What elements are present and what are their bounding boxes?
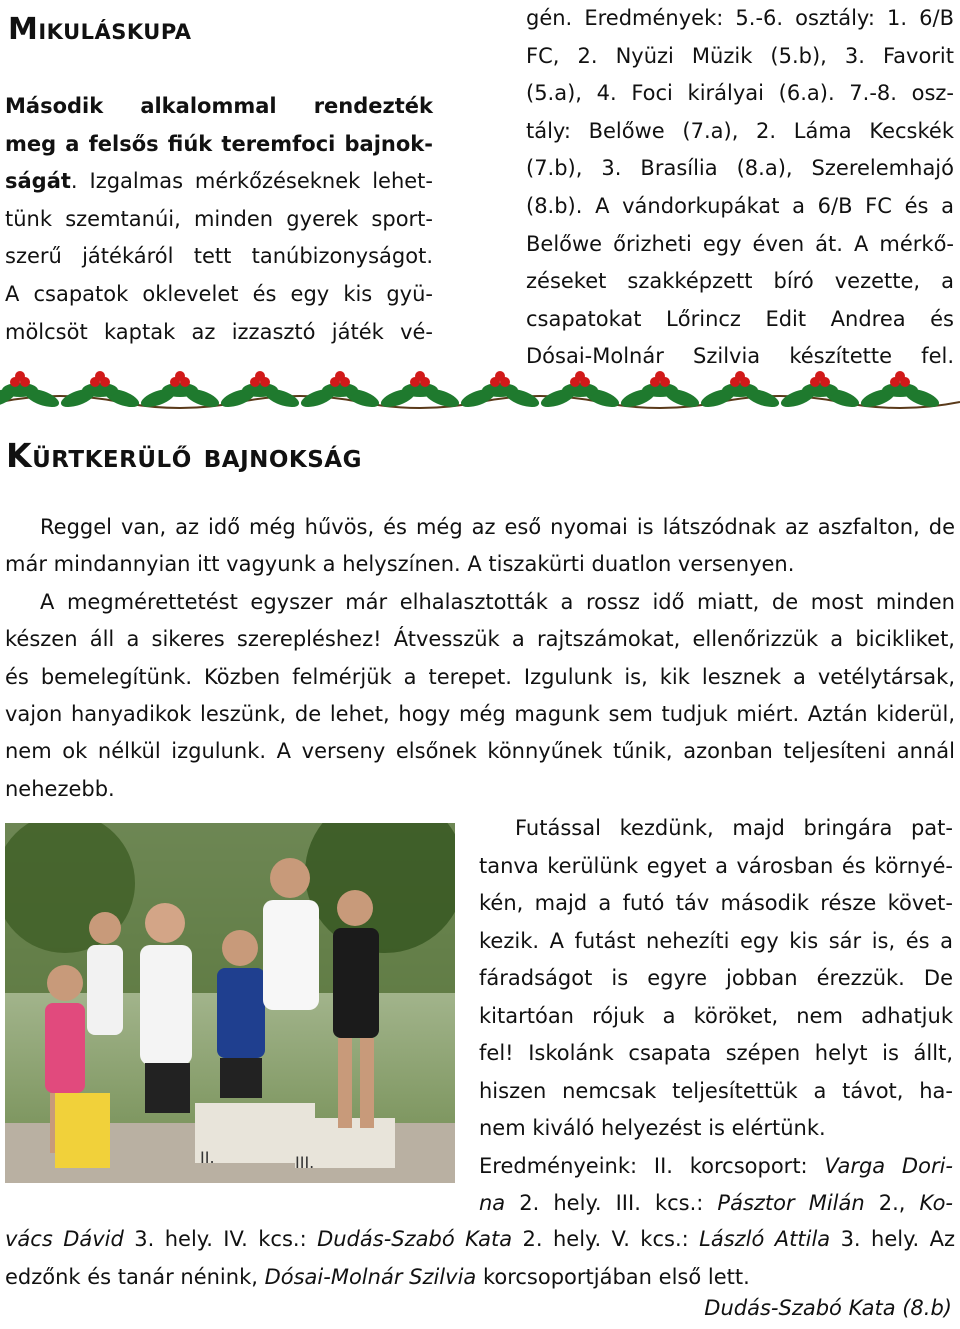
holly-sprig-icon: [379, 371, 462, 411]
text-line: tály: Belőwe (7.a), 2. Láma Kecskék: [526, 118, 954, 143]
article-left-column: [5, 88, 433, 351]
text-line: edzőnk és tanár nénink, Dósai-Molnár Szilvia korcsoportjában első lett.: [5, 1264, 750, 1289]
text-line: Dósai-Molnár Szilvia készítette fel.: [526, 344, 954, 369]
article-intro: [5, 509, 955, 808]
podium-label: III.: [295, 1153, 315, 1172]
holly-sprig-icon: [699, 371, 782, 411]
text-line: Reggel van, az idő még hűvös, és még az eső nyomai is látszódnak az aszfalton, de: [40, 515, 955, 539]
text-line: meg a felsős fiúk teremfoci bajnok-: [5, 131, 433, 156]
text-line: Belőwe őrizheti egy éven át. A mérkő-: [526, 231, 954, 256]
text-line: már mindannyian itt vagyunk a helyszínen. A tiszakürti duatlon versenyen.: [5, 552, 795, 577]
text-line: fáradságot is egyre jobban érezzük. De: [479, 966, 953, 990]
holly-sprig-icon: [459, 371, 542, 411]
person-figure: [87, 912, 123, 1035]
section-title-kurtkerulo: Kürtkerülő bajnokság: [6, 436, 362, 475]
text-line: (5.a), 4. Foci királyai (6.a). 7.-8. osz-: [526, 81, 954, 106]
author-signature: Dudás-Szabó Kata (8.b): [704, 1296, 952, 1320]
text-line: kitartóan rójuk a köröket, nem adhatjuk: [479, 1003, 953, 1028]
article-beside-photo: [479, 810, 953, 1223]
text-line: készen áll a sikeres szerepléshez! Átvesszük a rajtszámokat, ellenőrizzük a bicikliket,: [5, 627, 955, 652]
text-line: tünk szemtanúi, minden gyerek sport-: [5, 206, 433, 231]
holly-sprig-icon: [539, 371, 622, 411]
holly-sprig-icon: [0, 371, 61, 411]
text-line: (7.b), 3. Brasília (8.a), Szerelemhajó: [526, 156, 954, 181]
text-line: nehezebb.: [5, 776, 115, 801]
holly-sprig-icon: [619, 371, 702, 411]
text-line: hiszen nemcsak teljesítettük a távot, ha-: [479, 1078, 953, 1103]
section-title-mikulaskupa: Mikuláskupa: [8, 12, 192, 47]
holly-sprig-icon: [779, 371, 862, 411]
holly-sprig-icon: [859, 371, 942, 411]
text-line: és bemelegítünk. Közben felmérjük a terepet. Izgulunk is, kik lesznek a vetélytársak,: [5, 664, 955, 689]
text-line: gén. Eredmények: 5.-6. osztály: 1. 6/B: [526, 6, 954, 30]
text-line: nem ok nélkül izgulunk. A verseny elsőnek könnyűnek tűnik, azonban teljesíteni annál: [5, 739, 955, 764]
text-line: FC, 2. Nyüzi Müzik (5.b), 3. Favorit: [526, 43, 954, 68]
holly-sprig-icon: [299, 371, 382, 411]
text-line: fel! Iskolánk csapata szépen helyt is állt,: [479, 1041, 953, 1065]
text-line: A csapatok oklevelet és egy kis gyü-: [5, 281, 433, 306]
text-line: tanva kerülünk egyet a városban és környé-: [479, 853, 953, 878]
holly-garland-divider: [0, 368, 960, 428]
holly-sprig-icon: [59, 371, 142, 411]
article-results: [5, 1221, 955, 1296]
text-line: na 2. hely. III. kcs.: Pásztor Milán 2., Ko-: [479, 1191, 953, 1215]
text-line: Futással kezdünk, majd bringára pat-: [515, 816, 953, 840]
text-line: szerű játékáról tett tanúbizonyságot.: [5, 244, 433, 269]
article-right-column: [526, 0, 954, 376]
text-line: Második alkalommal rendezték: [5, 94, 433, 118]
text-line: (8.b). A vándorkupákat a 6/B FC és a: [526, 193, 954, 218]
holly-sprig-icon: [139, 371, 222, 411]
text-line: csapatokat Lőrincz Edit Andrea és: [526, 306, 954, 331]
text-line: kén, majd a futó táv második része követ-: [479, 891, 953, 915]
text-line: mölcsöt kaptak az izzasztó játék vé-: [5, 319, 433, 344]
text-line: kezik. A futást nehezíti egy kis sár is, és a: [479, 928, 953, 953]
text-line: zéseket szakképzett bíró vezette, a: [526, 269, 954, 294]
text-line: Eredményeink: II. korcsoport: Varga Dori-: [479, 1153, 953, 1178]
text-line: ságát. Izgalmas mérkőzéseknek lehet-: [5, 169, 433, 194]
text-line: vajon hanyadikok leszünk, de lehet, hogy még magunk sem tudjuk miért. Aztán kiderül,: [5, 702, 955, 727]
holly-sprig-icon: [219, 371, 302, 411]
text-line: vács Dávid 3. hely. IV. kcs.: Dudás-Szabó Kata 2. hely. V. kcs.: László Attila 3. hely. Az: [5, 1227, 956, 1251]
team-photo: [5, 823, 455, 1183]
text-line: A megmérettetést egyszer már elhalasztották a rossz idő miatt, de most minden: [40, 589, 955, 614]
text-line: nem kiváló helyezést is elértünk.: [479, 1116, 826, 1140]
podium-label: II.: [200, 1148, 215, 1167]
